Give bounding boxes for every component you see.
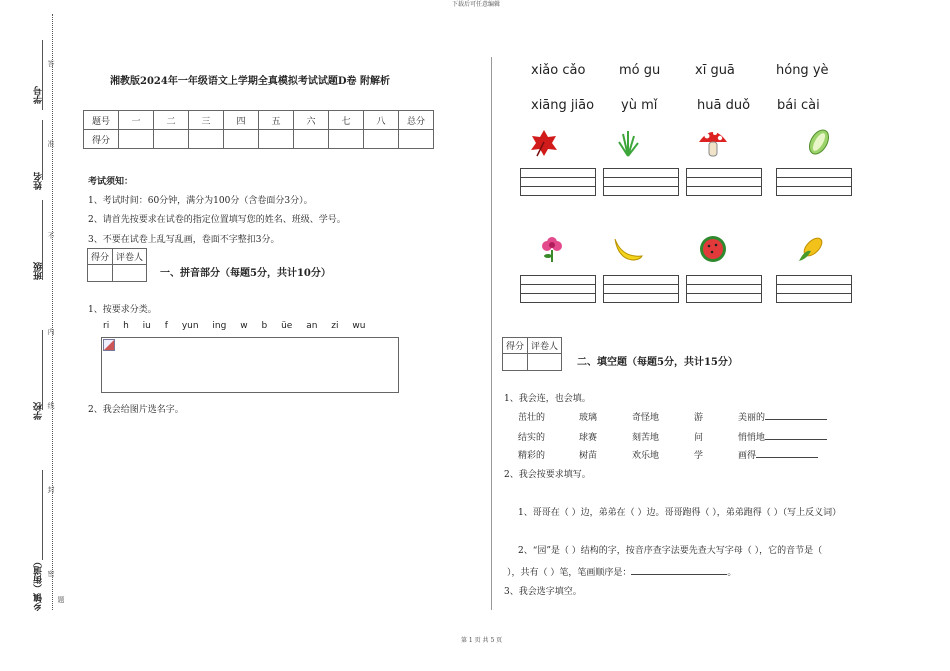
letter-item: w [240, 321, 248, 331]
letter-item: yun [181, 321, 199, 331]
link-word[interactable]: 结实的 [518, 433, 546, 443]
page-footer: 第 1 页 共 5 页 [461, 637, 503, 644]
score-input-cell[interactable] [88, 265, 113, 282]
pinyin-label: mó gu [619, 63, 661, 78]
name-write-box[interactable] [686, 275, 762, 303]
school-label: 学校 [34, 402, 44, 420]
sentence-text: ），共有（ ）笔，笔画顺序是： [507, 568, 632, 578]
letter-item: iu [142, 321, 151, 331]
student-id-label: 学号 [34, 86, 44, 104]
broken-image-icon [103, 339, 115, 351]
cut-mark: 题 [57, 596, 65, 603]
link-word[interactable]: 茁壮的 [518, 413, 546, 423]
column-divider [491, 57, 492, 610]
link-word[interactable]: 学 [694, 451, 704, 461]
table-cell: 题号 [84, 111, 119, 130]
score-input-cell[interactable] [259, 130, 294, 149]
score-input-cell[interactable] [399, 130, 434, 149]
score-input-cell[interactable] [294, 130, 329, 149]
pinyin-label: huā duǒ [697, 98, 751, 113]
grader-input-cell[interactable] [528, 354, 562, 371]
score-table-score-row [84, 130, 434, 149]
pinyin-label: xī guā [695, 63, 735, 78]
fill-in-sentence[interactable]: 2、“园”是（ ）结构的字，按音序查字法要先查大写字母（ ），它的音节是（ [518, 546, 823, 556]
table-cell: 一 [119, 111, 154, 130]
name-write-box[interactable] [686, 168, 762, 196]
pinyin-label: yù mǐ [621, 98, 658, 113]
grass-icon [614, 128, 642, 158]
instruction-item: 3、不要在试卷上乱写乱画，卷面不字整扣3分。 [88, 235, 280, 245]
mushroom-icon [697, 126, 729, 158]
cut-mark: 不 [47, 232, 55, 239]
sentence-end: 。 [727, 568, 737, 578]
letter-item: ri [103, 321, 110, 331]
table-cell: 五 [259, 111, 294, 130]
cut-mark: 准 [47, 140, 55, 147]
pinyin-label: hóng yè [776, 63, 829, 78]
table-cell: 二 [154, 111, 189, 130]
link-word[interactable]: 欢乐地 [632, 451, 660, 461]
fill-in-sentence[interactable]: 1、哥哥在（ ）边，弟弟在（ ）边。哥哥跑得（ ），弟弟跑得（ ）（写上反义词） [518, 508, 842, 518]
score-input-cell[interactable] [329, 130, 364, 149]
township-label: 乡镇（街道） [34, 557, 44, 611]
letter-item: ing [212, 321, 227, 331]
blank-line[interactable] [765, 430, 827, 440]
score-input-cell[interactable] [364, 130, 399, 149]
binding-dotted-line [52, 14, 53, 610]
blank-line[interactable] [756, 448, 818, 458]
name-write-box[interactable] [776, 168, 852, 196]
name-write-box[interactable] [520, 168, 596, 196]
score-table [83, 110, 434, 149]
table-cell: 六 [294, 111, 329, 130]
score-input-cell[interactable] [154, 130, 189, 149]
pinyin-label: xiǎo cǎo [531, 63, 586, 78]
grader-label: 评卷人 [528, 338, 562, 354]
score-input-cell[interactable] [503, 354, 528, 371]
table-cell: 三 [189, 111, 224, 130]
link-word: 画得 [738, 451, 757, 461]
name-write-box[interactable] [776, 275, 852, 303]
link-word[interactable]: 奇怪地 [632, 413, 660, 423]
letter-item: an [306, 321, 318, 331]
section2-grader-box [502, 337, 562, 371]
letter-item: h [123, 321, 129, 331]
pinyin-label: xiāng jiāo [531, 98, 595, 113]
class-label: 班级 [34, 262, 44, 280]
name-label: 姓名 [34, 172, 44, 190]
blank-line[interactable] [631, 565, 727, 575]
letter-item: zi [331, 321, 339, 331]
table-cell: 总分 [399, 111, 434, 130]
link-word: 美丽的 [738, 413, 766, 423]
link-word[interactable]: 球赛 [579, 433, 598, 443]
letter-list [103, 321, 365, 331]
name-write-box[interactable] [603, 168, 679, 196]
flower-icon [537, 233, 567, 263]
pinyin-label: bái cài [777, 98, 820, 113]
question-text: 2、我会按要求填写。 [504, 470, 591, 480]
score-label: 得分 [88, 249, 113, 265]
binding-field-line [42, 120, 43, 180]
instruction-item: 1、考试时间：60分钟，满分为100分（含卷面分3分）。 [88, 196, 313, 206]
binding-field-line [42, 470, 43, 560]
cut-mark: 线 [47, 402, 55, 409]
score-label: 得分 [503, 338, 528, 354]
watermelon-icon [698, 234, 728, 264]
link-word[interactable]: 刻苦地 [632, 433, 660, 443]
banana-icon [612, 234, 644, 262]
answer-box[interactable] [101, 337, 399, 393]
fill-in-sentence[interactable] [507, 565, 736, 578]
leaf-icon [529, 128, 559, 158]
cut-mark: 密 [47, 570, 55, 577]
table-cell: 四 [224, 111, 259, 130]
corn-icon [795, 233, 827, 265]
letter-item: wu [352, 321, 366, 331]
cut-mark: 内 [47, 328, 55, 335]
cabbage-icon [804, 127, 834, 157]
cut-mark: 封 [47, 486, 55, 493]
score-input-cell[interactable] [189, 130, 224, 149]
grader-input-cell[interactable] [113, 265, 147, 282]
grader-label: 评卷人 [113, 249, 147, 265]
fill-blank[interactable] [738, 448, 818, 461]
letter-item: f [164, 321, 168, 331]
name-write-box[interactable] [603, 275, 679, 303]
top-note: 下载后可任意编辑 [452, 1, 501, 8]
section1-grader-box [87, 248, 147, 282]
link-word[interactable]: 精彩的 [518, 451, 546, 461]
table-cell: 得分 [84, 130, 119, 149]
letter-item: üe [281, 321, 293, 331]
score-table-header-row [84, 111, 434, 130]
instructions-heading: 考试须知： [88, 177, 134, 187]
link-word: 悄悄地 [738, 433, 766, 443]
score-input-cell[interactable] [224, 130, 259, 149]
question-text: 1、按要求分类。 [88, 305, 157, 315]
exam-title: 湘教版2024年一年级语文上学期全真模拟考试试题D卷 附解析 [110, 76, 390, 87]
link-word[interactable]: 玻璃 [579, 413, 598, 423]
link-word[interactable]: 树苗 [579, 451, 598, 461]
section1-title: 一、拼音部分（每题5分，共计10分） [160, 268, 331, 279]
table-cell: 八 [364, 111, 399, 130]
section2-title: 二、填空题（每题5分，共计15分） [577, 357, 738, 368]
table-cell: 七 [329, 111, 364, 130]
name-write-box[interactable] [520, 275, 596, 303]
binding-field-line [42, 330, 43, 410]
score-input-cell[interactable] [119, 130, 154, 149]
cut-mark: 答 [47, 60, 55, 67]
blank-line[interactable] [765, 410, 827, 420]
instruction-item: 2、请首先按要求在试卷的指定位置填写您的姓名、班级、学号。 [88, 215, 346, 225]
question-text: 2、我会给图片选名字。 [88, 405, 184, 415]
question-text: 1、我会连，也会填。 [504, 394, 591, 404]
fill-blank[interactable] [738, 410, 827, 423]
question-text: 3、我会选字填空。 [504, 587, 582, 597]
fill-blank[interactable] [738, 430, 827, 443]
link-word[interactable]: 问 [694, 433, 704, 443]
link-word[interactable]: 游 [694, 413, 704, 423]
letter-item: b [261, 321, 268, 331]
